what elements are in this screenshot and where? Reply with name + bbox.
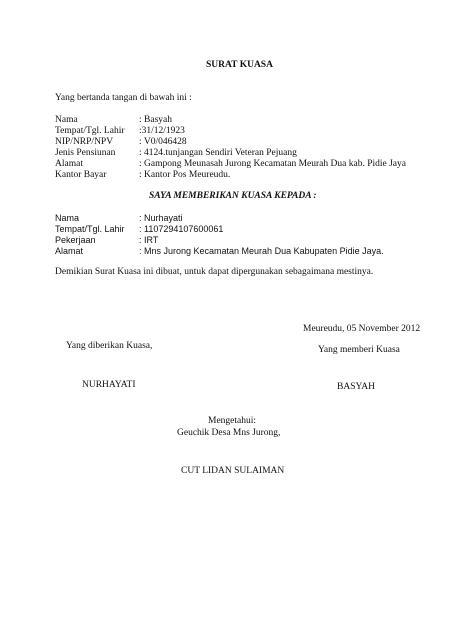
field-value: : V0/046428 <box>139 137 187 147</box>
field-label: Nama <box>55 213 80 223</box>
field-label: Pekerjaan <box>55 235 96 245</box>
field-label: NIP/NRP/NPV <box>55 137 114 147</box>
field-value: : 4124.tunjangan Sendiri Veteran Pejuang <box>139 148 297 158</box>
field-value: : Gampong Meunasah Jurong Kecamatan Meurah Dua kab. Pidie Jaya <box>139 159 406 169</box>
document-title: SURAT KUASA <box>206 60 273 70</box>
giver-label: Yang memberi Kuasa <box>318 345 400 355</box>
grantor-row-name <box>55 115 406 126</box>
village-head-title: Geuchik Desa Mns Jurong, <box>177 428 281 438</box>
field-value: : IRT <box>139 235 159 245</box>
field-value: : Nurhayati <box>139 213 183 223</box>
field-label: Alamat <box>55 246 84 256</box>
field-value: : Basyah <box>139 115 172 125</box>
grantor-row-address <box>55 159 406 170</box>
field-value: : Mns Jurong Kecamatan Meurah Dua Kabupaten Pidie Jaya. <box>139 246 384 256</box>
field-label: Nama <box>55 115 78 125</box>
grantor-row-pension <box>55 148 406 159</box>
grantor-row-birth <box>55 126 406 137</box>
field-label: Jenis Pensiunan <box>55 148 116 158</box>
place-date: Meureudu, 05 November 2012 <box>303 324 421 334</box>
grantee-row-address <box>55 246 384 257</box>
grantee-fields <box>55 213 384 257</box>
field-value: :31/12/1923 <box>139 126 185 136</box>
field-value: : 1107294107600061 <box>139 224 224 234</box>
field-label: Kantor Bayar <box>55 170 107 180</box>
grantor-row-nip <box>55 137 406 148</box>
intro-text: Yang bertanda tangan di bawah ini : <box>55 93 192 103</box>
field-label: Tempat/Tgl. Lahir <box>55 224 125 234</box>
grantor-row-payment-office <box>55 170 406 181</box>
field-value: : Kantor Pos Meureudu. <box>139 170 231 180</box>
recipient-name: NURHAYATI <box>82 380 136 390</box>
village-head-name: CUT LIDAN SULAIMAN <box>181 466 285 476</box>
closing-text: Demikian Surat Kuasa ini dibuat, untuk dapat dipergunakan sebagaimana mestinya. <box>55 267 374 277</box>
giver-name: BASYAH <box>337 382 376 392</box>
grantee-row-name <box>55 213 384 224</box>
acknowledged-label: Mengetahui: <box>208 416 257 426</box>
field-label: Tempat/Tgl. Lahir <box>55 126 125 136</box>
field-label: Alamat <box>55 159 83 169</box>
grant-heading: SAYA MEMBERIKAN KUASA KEPADA : <box>149 191 317 201</box>
grantee-row-birth <box>55 224 384 235</box>
grantee-row-occupation <box>55 235 384 246</box>
recipient-label: Yang diberikan Kuasa, <box>66 341 153 351</box>
grantor-fields <box>55 115 406 181</box>
